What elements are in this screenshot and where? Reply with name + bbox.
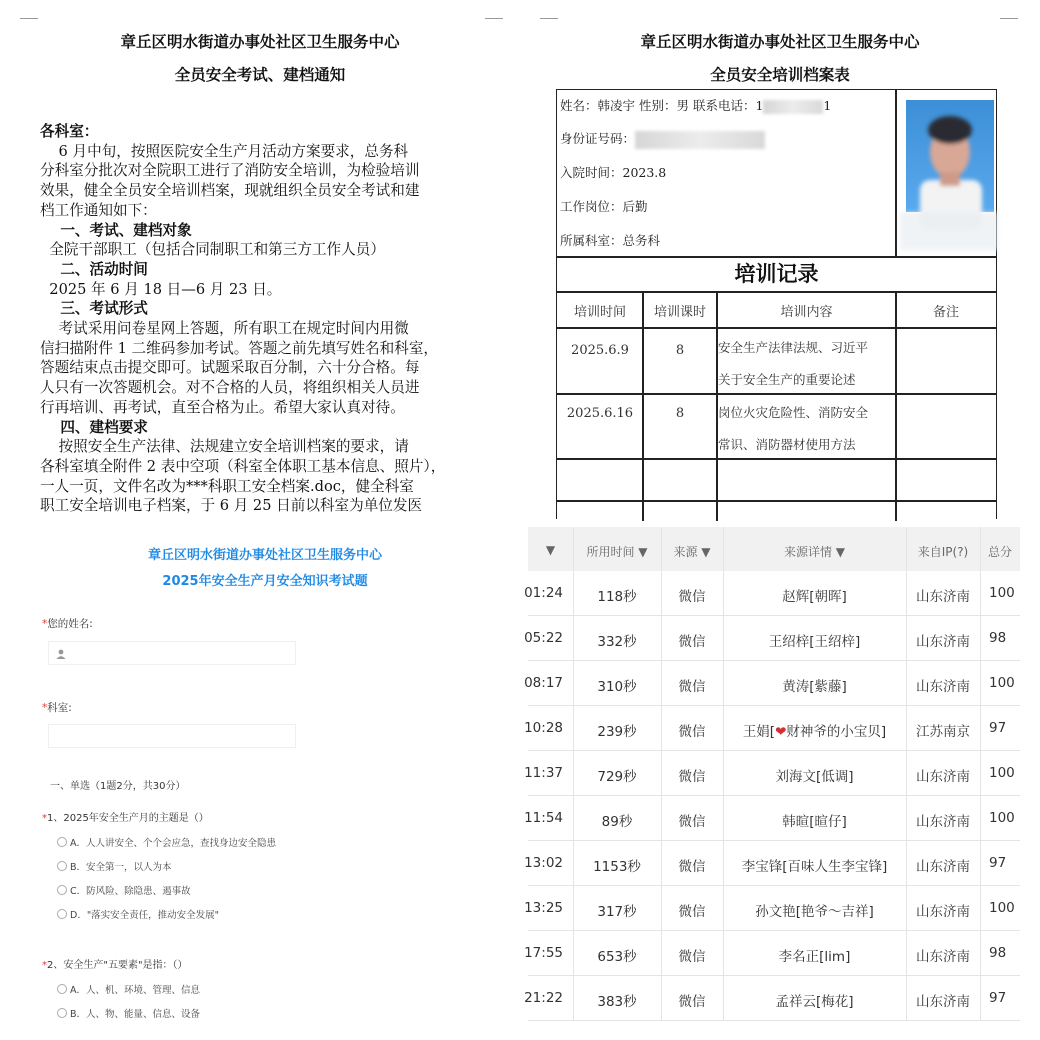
row-submit-time: 11:54 — [524, 810, 563, 826]
question-2-title: 2、安全生产"五要素"是指：（） — [47, 960, 188, 971]
radio-icon[interactable] — [57, 837, 67, 847]
detail-text: 王娟[ — [742, 724, 776, 740]
notice-org: 章丘区明水街道办事处社区卫生服务中心 — [120, 33, 400, 51]
row1-content — [718, 332, 895, 396]
name-label: *您的姓名: — [42, 618, 93, 630]
q1-option-a[interactable] — [57, 835, 276, 849]
row-score: 98 — [989, 630, 1007, 646]
table-line — [556, 327, 997, 329]
notice-line: 各科室填全附件 2 表中空项（科室全体职工基本信息、照片）， — [40, 457, 446, 475]
notice-line: 分科室分批次对全院职工进行了消防安全培训，为检验培训 — [40, 162, 420, 180]
notice-line: 行再培训、再考试，直至合格为止。希望大家认真对待。 — [40, 398, 405, 416]
table-line — [556, 291, 997, 293]
row1-content-line: 关于安全生产的重要论述 — [718, 372, 856, 387]
detail-text: 财神爷的小宝贝] — [786, 724, 887, 740]
exam-form — [0, 520, 520, 1040]
header-source-detail[interactable]: 来源详情 ▼ — [783, 545, 846, 559]
row-source-detail: 黄涛[紫藤] — [782, 679, 847, 695]
notice-line: 三、考试形式 — [40, 300, 148, 318]
notice-title: 全员安全考试、建档通知 — [174, 66, 346, 84]
row-duration: 89秒 — [601, 814, 633, 830]
row-source: 微信 — [678, 679, 706, 695]
q1-option-b-label: B．安全第一，以人为本 — [70, 862, 172, 873]
page-corner-mark — [20, 18, 38, 19]
form-title: 2025年安全生产月安全知识考试题 — [162, 574, 368, 589]
row-duration: 118秒 — [597, 589, 637, 605]
row2-content-line: 岗位火灾危险性、消防安全 — [718, 405, 869, 420]
row-source-detail: 韩暄[暄仔] — [782, 814, 847, 830]
question-1: *1、2025年安全生产月的主题是（） — [42, 813, 209, 824]
row-duration: 317秒 — [597, 904, 637, 920]
name-label-text: 您的姓名: — [47, 618, 93, 630]
notice-line: 档工作通知如下： — [40, 201, 157, 219]
row-ip-location: 山东济南 — [916, 994, 970, 1010]
header-source[interactable]: 来源 ▼ — [673, 545, 711, 559]
row-divider — [528, 840, 1020, 841]
col-header-date: 培训时间 — [573, 305, 626, 320]
row-submit-time: 10:28 — [524, 720, 563, 736]
col-header-note: 备注 — [932, 305, 959, 320]
row-duration: 729秒 — [597, 769, 637, 785]
results-table — [524, 527, 1020, 1020]
row-score: 100 — [989, 675, 1015, 691]
header-ip[interactable]: 来自IP(?) — [917, 545, 969, 559]
row-submit-time: 08:17 — [524, 675, 563, 691]
row-source-detail — [723, 720, 906, 740]
row-divider — [528, 930, 1020, 931]
row-submit-time: 13:02 — [524, 855, 563, 871]
row-score: 98 — [989, 945, 1007, 961]
notice-line: 2025 年 6 月 18 日—6 月 23 日。 — [40, 280, 282, 298]
row-source-detail: 刘海文[低调] — [775, 769, 854, 785]
notice-line: 信扫描附件 1 二维码参加考试。答题之前先填写姓名和科室， — [40, 339, 439, 357]
row-divider — [528, 1020, 1020, 1021]
row1-hours: 8 — [675, 343, 685, 358]
row-ip-location: 山东济南 — [916, 949, 970, 965]
notice-line: 答题结束点击提交即可。试题采取百分制，六十分合格。每 — [40, 359, 420, 377]
notice-line: 6 月中旬，按照医院安全生产月活动方案要求，总务科 — [40, 142, 409, 160]
notice-line: 一人一页，文件名改为***科职工安全档案.doc，健全科室 — [40, 477, 414, 495]
archive-org: 章丘区明水街道办事处社区卫生服务中心 — [640, 33, 920, 51]
q2-option-b-label: B．人、物、能量、信息、设备 — [70, 1009, 201, 1020]
page-corner-mark — [485, 18, 503, 19]
row-submit-time: 01:24 — [524, 585, 563, 601]
work-post: 工作岗位：后勤 — [560, 199, 648, 214]
row1-content-line: 安全生产法律法规、习近平 — [718, 340, 869, 355]
dept-label-text: 科室: — [47, 702, 72, 714]
section-heading: 一、单选（1题2分，共30分） — [50, 781, 186, 792]
phone-tail: 1 — [823, 98, 832, 113]
table-column-line — [895, 291, 897, 521]
name-input[interactable] — [48, 641, 296, 665]
row-ip-location: 山东济南 — [916, 904, 970, 920]
row-ip-location: 江苏南京 — [916, 724, 970, 740]
col-header-content: 培训内容 — [780, 305, 833, 320]
name-gender-phone — [560, 96, 831, 114]
row-submit-time: 21:22 — [524, 990, 563, 1006]
archive-form — [520, 0, 1040, 510]
notice-line: 二、活动时间 — [40, 260, 148, 278]
notice-body — [40, 122, 490, 516]
question-1-title: 1、2025年安全生产月的主题是（） — [47, 813, 209, 824]
row-divider — [528, 975, 1020, 976]
q1-option-d-label: D．"落实安全责任，推动安全发展" — [70, 910, 220, 921]
notice-line: 职工安全培训电子档案，于 6 月 25 日前以科室为单位发医 — [40, 497, 423, 515]
row-score: 100 — [989, 765, 1015, 781]
phone-redaction — [763, 100, 823, 114]
page-corner-mark — [1000, 18, 1018, 19]
q2-option-b[interactable] — [57, 1006, 200, 1020]
radio-icon[interactable] — [57, 984, 67, 994]
q2-option-a-label: A．人、机、环境、管理、信息 — [70, 985, 200, 996]
q2-option-a[interactable] — [57, 982, 200, 996]
notice-lines — [40, 142, 490, 516]
q1-option-a-label: A．人人讲安全、个个会应急，查找身边安全隐患 — [70, 838, 276, 849]
row-submit-time: 11:37 — [524, 765, 563, 781]
row-score: 97 — [989, 990, 1007, 1006]
q1-option-b[interactable] — [57, 859, 172, 873]
row-duration: 653秒 — [597, 949, 637, 965]
page-corner-mark — [540, 18, 558, 19]
notice-line: 按照安全生产法律、法规建立安全培训档案的要求，请 — [40, 438, 409, 456]
header-time-filter[interactable]: ▼ — [545, 543, 556, 557]
notice-line: 一、考试、建档对象 — [40, 221, 192, 239]
row-divider — [528, 885, 1020, 886]
notice-salutation: 各科室： — [40, 123, 99, 140]
row-ip-location: 山东济南 — [916, 634, 970, 650]
row-ip-location: 山东济南 — [916, 769, 970, 785]
row-duration: 1153秒 — [593, 859, 641, 875]
q1-option-c[interactable] — [57, 883, 191, 897]
radio-icon[interactable] — [57, 885, 67, 895]
row-duration: 383秒 — [597, 994, 637, 1010]
row2-date: 2025.6.16 — [566, 406, 634, 421]
col-header-hours: 培训课时 — [653, 305, 706, 320]
row-duration: 332秒 — [597, 634, 637, 650]
row-submit-time: 17:55 — [524, 945, 563, 961]
row-score: 100 — [989, 900, 1015, 916]
row2-hours: 8 — [675, 406, 685, 421]
question-2: *2、安全生产"五要素"是指：（） — [42, 960, 188, 971]
row-source-detail: 王绍梓[王绍梓] — [768, 634, 861, 650]
header-score: 总分 — [988, 545, 1013, 559]
entry-date: 入院时间：2023.8 — [560, 165, 667, 180]
notice-line: 考试采用问卷星网上答题，所有职工在规定时间内用微 — [40, 320, 409, 338]
row-submit-time: 05:22 — [524, 630, 563, 646]
row-duration: 310秒 — [597, 679, 637, 695]
row-source: 微信 — [678, 724, 706, 740]
table-line — [556, 500, 997, 502]
row-source-detail: 赵辉[朝晖] — [782, 589, 847, 605]
header-duration[interactable]: 所用时间 ▼ — [586, 545, 648, 559]
name-line: 姓名：韩凌宇 性别：男 联系电话：1 — [560, 98, 764, 113]
row-score: 97 — [989, 720, 1007, 736]
row-source: 微信 — [678, 634, 706, 650]
row-source-detail: 李宝锋[百味人生李宝锋] — [741, 859, 888, 875]
radio-icon[interactable] — [57, 1008, 67, 1018]
record-title: 培训记录 — [734, 262, 819, 286]
row1-date: 2025.6.9 — [571, 343, 629, 358]
row-source: 微信 — [678, 949, 706, 965]
row-ip-location: 山东济南 — [916, 859, 970, 875]
row-score: 100 — [989, 585, 1015, 601]
radio-icon[interactable] — [57, 909, 67, 919]
id-redaction — [635, 131, 765, 149]
row-score: 97 — [989, 855, 1007, 871]
department: 所属科室：总务科 — [560, 233, 661, 248]
row-source-detail: 孟祥云[梅花] — [775, 994, 854, 1010]
q1-option-c-label: C．防风险、除隐患、遏事故 — [70, 886, 191, 897]
row-divider — [528, 660, 1020, 661]
row2-content — [718, 397, 895, 461]
row-source: 微信 — [678, 589, 706, 605]
notice-line: 效果，健全全员安全培训档案，现就组织全员安全考试和建 — [40, 182, 420, 200]
row-source: 微信 — [678, 769, 706, 785]
notice-document — [0, 0, 520, 515]
heart-icon: ❤ — [775, 724, 787, 740]
row-duration: 239秒 — [597, 724, 637, 740]
row-source-detail: 孙文艳[艳爷～吉祥] — [755, 904, 874, 920]
row-ip-location: 山东济南 — [916, 679, 970, 695]
row-divider — [528, 795, 1020, 796]
id-label: 身份证号码： — [560, 131, 636, 146]
archive-title: 全员安全培训档案表 — [710, 66, 850, 84]
row-divider — [528, 750, 1020, 751]
notice-line: 全院干部职工（包括合同制职工和第三方工作人员） — [40, 241, 385, 259]
id-photo — [900, 100, 998, 250]
row-submit-time: 13:25 — [524, 900, 563, 916]
dept-label: *科室: — [42, 702, 72, 714]
form-org: 章丘区明水街道办事处社区卫生服务中心 — [147, 548, 382, 563]
id-number — [560, 129, 765, 149]
row2-content-line: 常识、消防器材使用方法 — [718, 437, 856, 452]
notice-line: 人只有一次答题机会。对不合格的人员，将组织相关人员进 — [40, 379, 420, 397]
row-ip-location: 山东济南 — [916, 589, 970, 605]
row-ip-location: 山东济南 — [916, 814, 970, 830]
row-source: 微信 — [678, 859, 706, 875]
row-source-detail: 李名正[lim] — [778, 949, 851, 965]
notice-line: 四、建档要求 — [40, 418, 148, 436]
q1-option-d[interactable] — [57, 907, 219, 921]
row-source: 微信 — [678, 814, 706, 830]
dept-input[interactable] — [48, 724, 296, 748]
row-divider — [528, 615, 1020, 616]
row-score: 100 — [989, 810, 1015, 826]
row-source: 微信 — [678, 904, 706, 920]
row-source: 微信 — [678, 994, 706, 1010]
photo-divider — [895, 89, 897, 257]
radio-icon[interactable] — [57, 861, 67, 871]
row-divider — [528, 705, 1020, 706]
user-icon — [55, 648, 67, 660]
